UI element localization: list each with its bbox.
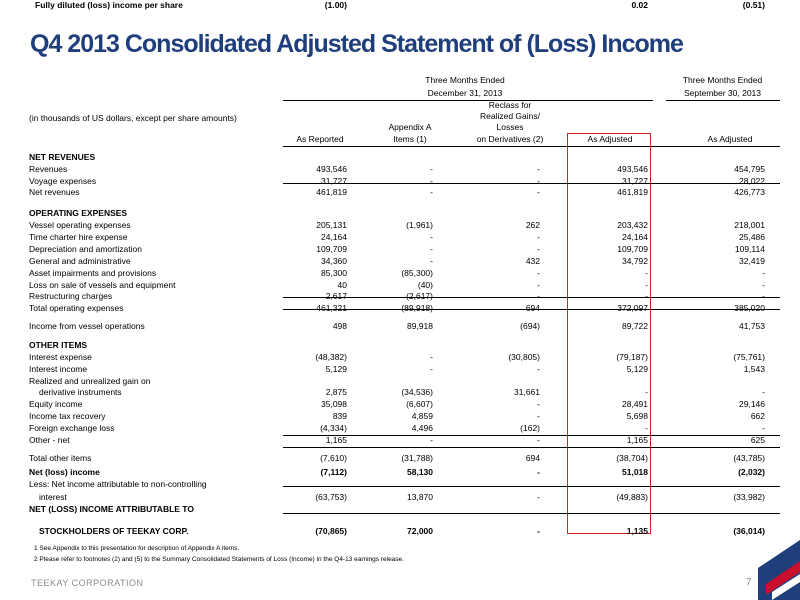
row-value: - xyxy=(762,280,765,290)
row-value: - xyxy=(537,526,540,536)
row-value: - xyxy=(537,232,540,242)
row-value: - xyxy=(645,423,648,433)
row-label: Loss on sale of vessels and equipment xyxy=(29,280,176,290)
row-value: 1,135 xyxy=(626,526,648,536)
row-value: 51,018 xyxy=(622,467,648,477)
row-value: (2,617) xyxy=(406,291,433,301)
row-value: - xyxy=(430,176,433,186)
row-label: General and administrative xyxy=(29,256,131,266)
row-value: - xyxy=(537,268,540,278)
row-value: 24,164 xyxy=(321,232,347,242)
row-label: Other - net xyxy=(29,435,70,445)
row-value: - xyxy=(762,291,765,301)
row-value: 32,419 xyxy=(739,256,765,266)
row-value: 839 xyxy=(332,411,347,421)
row-value: (36,014) xyxy=(733,526,765,536)
row-value: 1,543 xyxy=(743,364,765,374)
row-value: 58,130 xyxy=(407,467,433,477)
row-value: (79,187) xyxy=(616,352,648,362)
row-value: (7,610) xyxy=(320,453,347,463)
row-value: 0.02 xyxy=(631,0,648,10)
col-header-reported: As Reported xyxy=(296,134,344,144)
row-value: - xyxy=(537,364,540,374)
col-header-appendix-2: Items (1) xyxy=(393,134,427,144)
row-value: 205,131 xyxy=(316,220,347,230)
row-value: 34,360 xyxy=(321,256,347,266)
row-value: 203,432 xyxy=(617,220,648,230)
col-header-adjusted: As Adjusted xyxy=(587,134,633,144)
row-label: NET REVENUES xyxy=(29,152,96,162)
row-value: 432 xyxy=(525,256,540,266)
row-label: Net revenues xyxy=(29,187,80,197)
row-label: Total operating expenses xyxy=(29,303,124,313)
row-value: 35,098 xyxy=(321,399,347,409)
row-value: - xyxy=(537,399,540,409)
row-value: 41,753 xyxy=(739,321,765,331)
row-value: - xyxy=(537,435,540,445)
row-value: (34,536) xyxy=(401,387,433,397)
row-value: (31,788) xyxy=(401,453,433,463)
row-value: 461,819 xyxy=(316,187,347,197)
row-label: Interest expense xyxy=(29,352,92,362)
row-value: (89,918) xyxy=(401,303,433,313)
rule-total-opex xyxy=(283,297,780,298)
row-value: (6,607) xyxy=(406,399,433,409)
row-value: - xyxy=(537,187,540,197)
header-bottom-rule xyxy=(283,146,780,147)
row-value: 426,773 xyxy=(734,187,765,197)
row-value: 493,546 xyxy=(617,164,648,174)
row-value: 24,164 xyxy=(622,232,648,242)
period-header-current: December 31, 2013 xyxy=(427,88,503,98)
row-value: 28,491 xyxy=(622,399,648,409)
row-value: 25,486 xyxy=(739,232,765,242)
col-header-reclass-2: Realized Gains/ xyxy=(479,111,540,121)
row-label: Revenues xyxy=(29,164,68,174)
row-label: interest xyxy=(39,492,67,502)
row-label: derivative instruments xyxy=(39,387,122,397)
row-value: 31,727 xyxy=(321,176,347,186)
row-value: 29,146 xyxy=(739,399,765,409)
row-value: 31,661 xyxy=(514,387,540,397)
rule-total-other xyxy=(283,435,780,436)
row-value: (43,785) xyxy=(733,453,765,463)
period-header-prior-rule xyxy=(666,100,780,101)
row-value: 13,870 xyxy=(407,492,433,502)
row-value: (49,883) xyxy=(616,492,648,502)
row-value: - xyxy=(645,280,648,290)
rule-net-revenues xyxy=(283,183,780,184)
row-label: Fully diluted (loss) income per share xyxy=(35,0,183,10)
row-value: - xyxy=(537,176,540,186)
row-value: 72,000 xyxy=(407,526,433,536)
row-value: (63,753) xyxy=(315,492,347,502)
row-value: - xyxy=(537,411,540,421)
row-label: Realized and unrealized gain on xyxy=(29,376,151,386)
row-value: 89,918 xyxy=(407,321,433,331)
row-value: - xyxy=(762,423,765,433)
row-value: - xyxy=(537,244,540,254)
footnote-1: 1 See Appendix to this presentation for description of Appendix A items. xyxy=(34,545,240,552)
row-value: 1,165 xyxy=(626,435,648,445)
row-value: 5,129 xyxy=(325,364,347,374)
row-value: 40 xyxy=(337,280,347,290)
row-label: Income from vessel operations xyxy=(29,321,145,331)
page-title: Q4 2013 Consolidated Adjusted Statement of (Loss) Income xyxy=(30,30,683,58)
footnote-2: 2 Please refer to footnotes (2) and (5) to the Summary Consolidated Statements of Loss (Income) in the Q4-13 earnings release. xyxy=(34,556,404,563)
row-value: (33,982) xyxy=(733,492,765,502)
row-value: 493,546 xyxy=(316,164,347,174)
row-value: (30,805) xyxy=(508,352,540,362)
row-label: Voyage expenses xyxy=(29,176,97,186)
col-header-appendix-1: Appendix A xyxy=(388,122,432,132)
row-label: NET (LOSS) INCOME ATTRIBUTABLE TO xyxy=(29,504,194,514)
row-value: (0.51) xyxy=(742,0,765,10)
col-header-reclass-4: on Derivatives (2) xyxy=(476,134,544,144)
row-value: 28,022 xyxy=(739,176,765,186)
row-label: Net (loss) income xyxy=(29,467,100,477)
row-value: 4,859 xyxy=(411,411,433,421)
row-value: - xyxy=(537,291,540,301)
col-header-reclass-3: Losses xyxy=(496,122,524,132)
row-value: - xyxy=(430,164,433,174)
row-value: (75,761) xyxy=(733,352,765,362)
row-value: 89,722 xyxy=(622,321,648,331)
rule-net-income-attrib xyxy=(283,486,780,487)
row-value: (4,334) xyxy=(320,423,347,433)
row-value: 498 xyxy=(332,321,347,331)
row-value: (48,382) xyxy=(315,352,347,362)
period-header-prior: September 30, 2013 xyxy=(683,88,762,98)
row-value: 2,875 xyxy=(325,387,347,397)
row-label: Income tax recovery xyxy=(29,411,106,421)
rule-stockholders xyxy=(283,513,780,514)
row-value: - xyxy=(430,187,433,197)
row-label: STOCKHOLDERS OF TEEKAY CORP. xyxy=(39,526,189,536)
period-header-current-label: Three Months Ended xyxy=(425,75,505,85)
row-label: Foreign exchange loss xyxy=(29,423,115,433)
row-label: Less: Net income attributable to non-controlling xyxy=(29,479,207,489)
row-value: 454,795 xyxy=(734,164,765,174)
page-number: 7 xyxy=(746,577,752,588)
row-value: 4,496 xyxy=(411,423,433,433)
row-value: 262 xyxy=(525,220,540,230)
row-value: 1,165 xyxy=(325,435,347,445)
row-value: 218,001 xyxy=(734,220,765,230)
row-value: - xyxy=(430,352,433,362)
row-label: Time charter hire expense xyxy=(29,232,128,242)
row-value: (38,704) xyxy=(616,453,648,463)
row-value: (40) xyxy=(417,280,433,290)
row-value: 109,709 xyxy=(617,244,648,254)
period-header-prior-label: Three Months Ended xyxy=(682,75,763,85)
teekay-logo xyxy=(758,540,800,600)
row-value: - xyxy=(537,492,540,502)
row-value: 694 xyxy=(525,453,540,463)
row-value: - xyxy=(645,387,648,397)
row-value: - xyxy=(430,256,433,266)
row-value: - xyxy=(645,268,648,278)
row-value: (85,300) xyxy=(401,268,433,278)
row-value: 461,819 xyxy=(617,187,648,197)
row-value: 5,698 xyxy=(626,411,648,421)
row-value: (70,865) xyxy=(315,526,347,536)
row-value: 31,727 xyxy=(622,176,648,186)
col-header-reclass-1: Reclass for xyxy=(488,100,532,110)
row-value: - xyxy=(537,280,540,290)
row-value: 461,321 xyxy=(316,303,347,313)
row-value: 694 xyxy=(525,303,540,313)
units-note: (in thousands of US dollars, except per share amounts) xyxy=(29,113,237,123)
row-value: 109,709 xyxy=(316,244,347,254)
footer-company-name: TEEKAY CORPORATION xyxy=(31,578,144,588)
row-value: 372,097 xyxy=(617,303,648,313)
rule-total-other-bottom xyxy=(283,447,780,448)
rule-total-opex-bottom xyxy=(283,309,780,310)
row-value: 2,617 xyxy=(325,291,347,301)
row-label: Vessel operating expenses xyxy=(29,220,131,230)
row-label: Total other items xyxy=(29,453,92,463)
row-value: 385,020 xyxy=(734,303,765,313)
row-label: Depreciation and amortization xyxy=(29,244,142,254)
row-label: Asset impairments and provisions xyxy=(29,268,157,278)
row-value: (694) xyxy=(520,321,540,331)
row-value: 109,114 xyxy=(734,244,765,254)
row-value: - xyxy=(645,291,648,301)
row-value: - xyxy=(430,232,433,242)
row-label: Interest income xyxy=(29,364,88,374)
row-value: - xyxy=(537,164,540,174)
row-value: (7,112) xyxy=(320,467,347,477)
row-value: (1,961) xyxy=(406,220,433,230)
row-label: OTHER ITEMS xyxy=(29,340,88,350)
row-value: 5,129 xyxy=(626,364,648,374)
row-value: - xyxy=(762,268,765,278)
row-value: (1.00) xyxy=(324,0,347,10)
row-value: - xyxy=(430,364,433,374)
row-value: - xyxy=(430,244,433,254)
row-label: OPERATING EXPENSES xyxy=(29,208,128,218)
row-value: 625 xyxy=(750,435,765,445)
row-value: 85,300 xyxy=(321,268,347,278)
row-value: 34,792 xyxy=(622,256,648,266)
row-value: - xyxy=(430,435,433,445)
row-label: Equity income xyxy=(29,399,83,409)
col-header-adjusted-prior: As Adjusted xyxy=(707,134,753,144)
row-value: (2,032) xyxy=(738,467,765,477)
row-value: - xyxy=(762,387,765,397)
row-value: (162) xyxy=(520,423,540,433)
row-value: - xyxy=(537,467,540,477)
row-label: Restructuring charges xyxy=(29,291,113,301)
row-value: 662 xyxy=(750,411,765,421)
